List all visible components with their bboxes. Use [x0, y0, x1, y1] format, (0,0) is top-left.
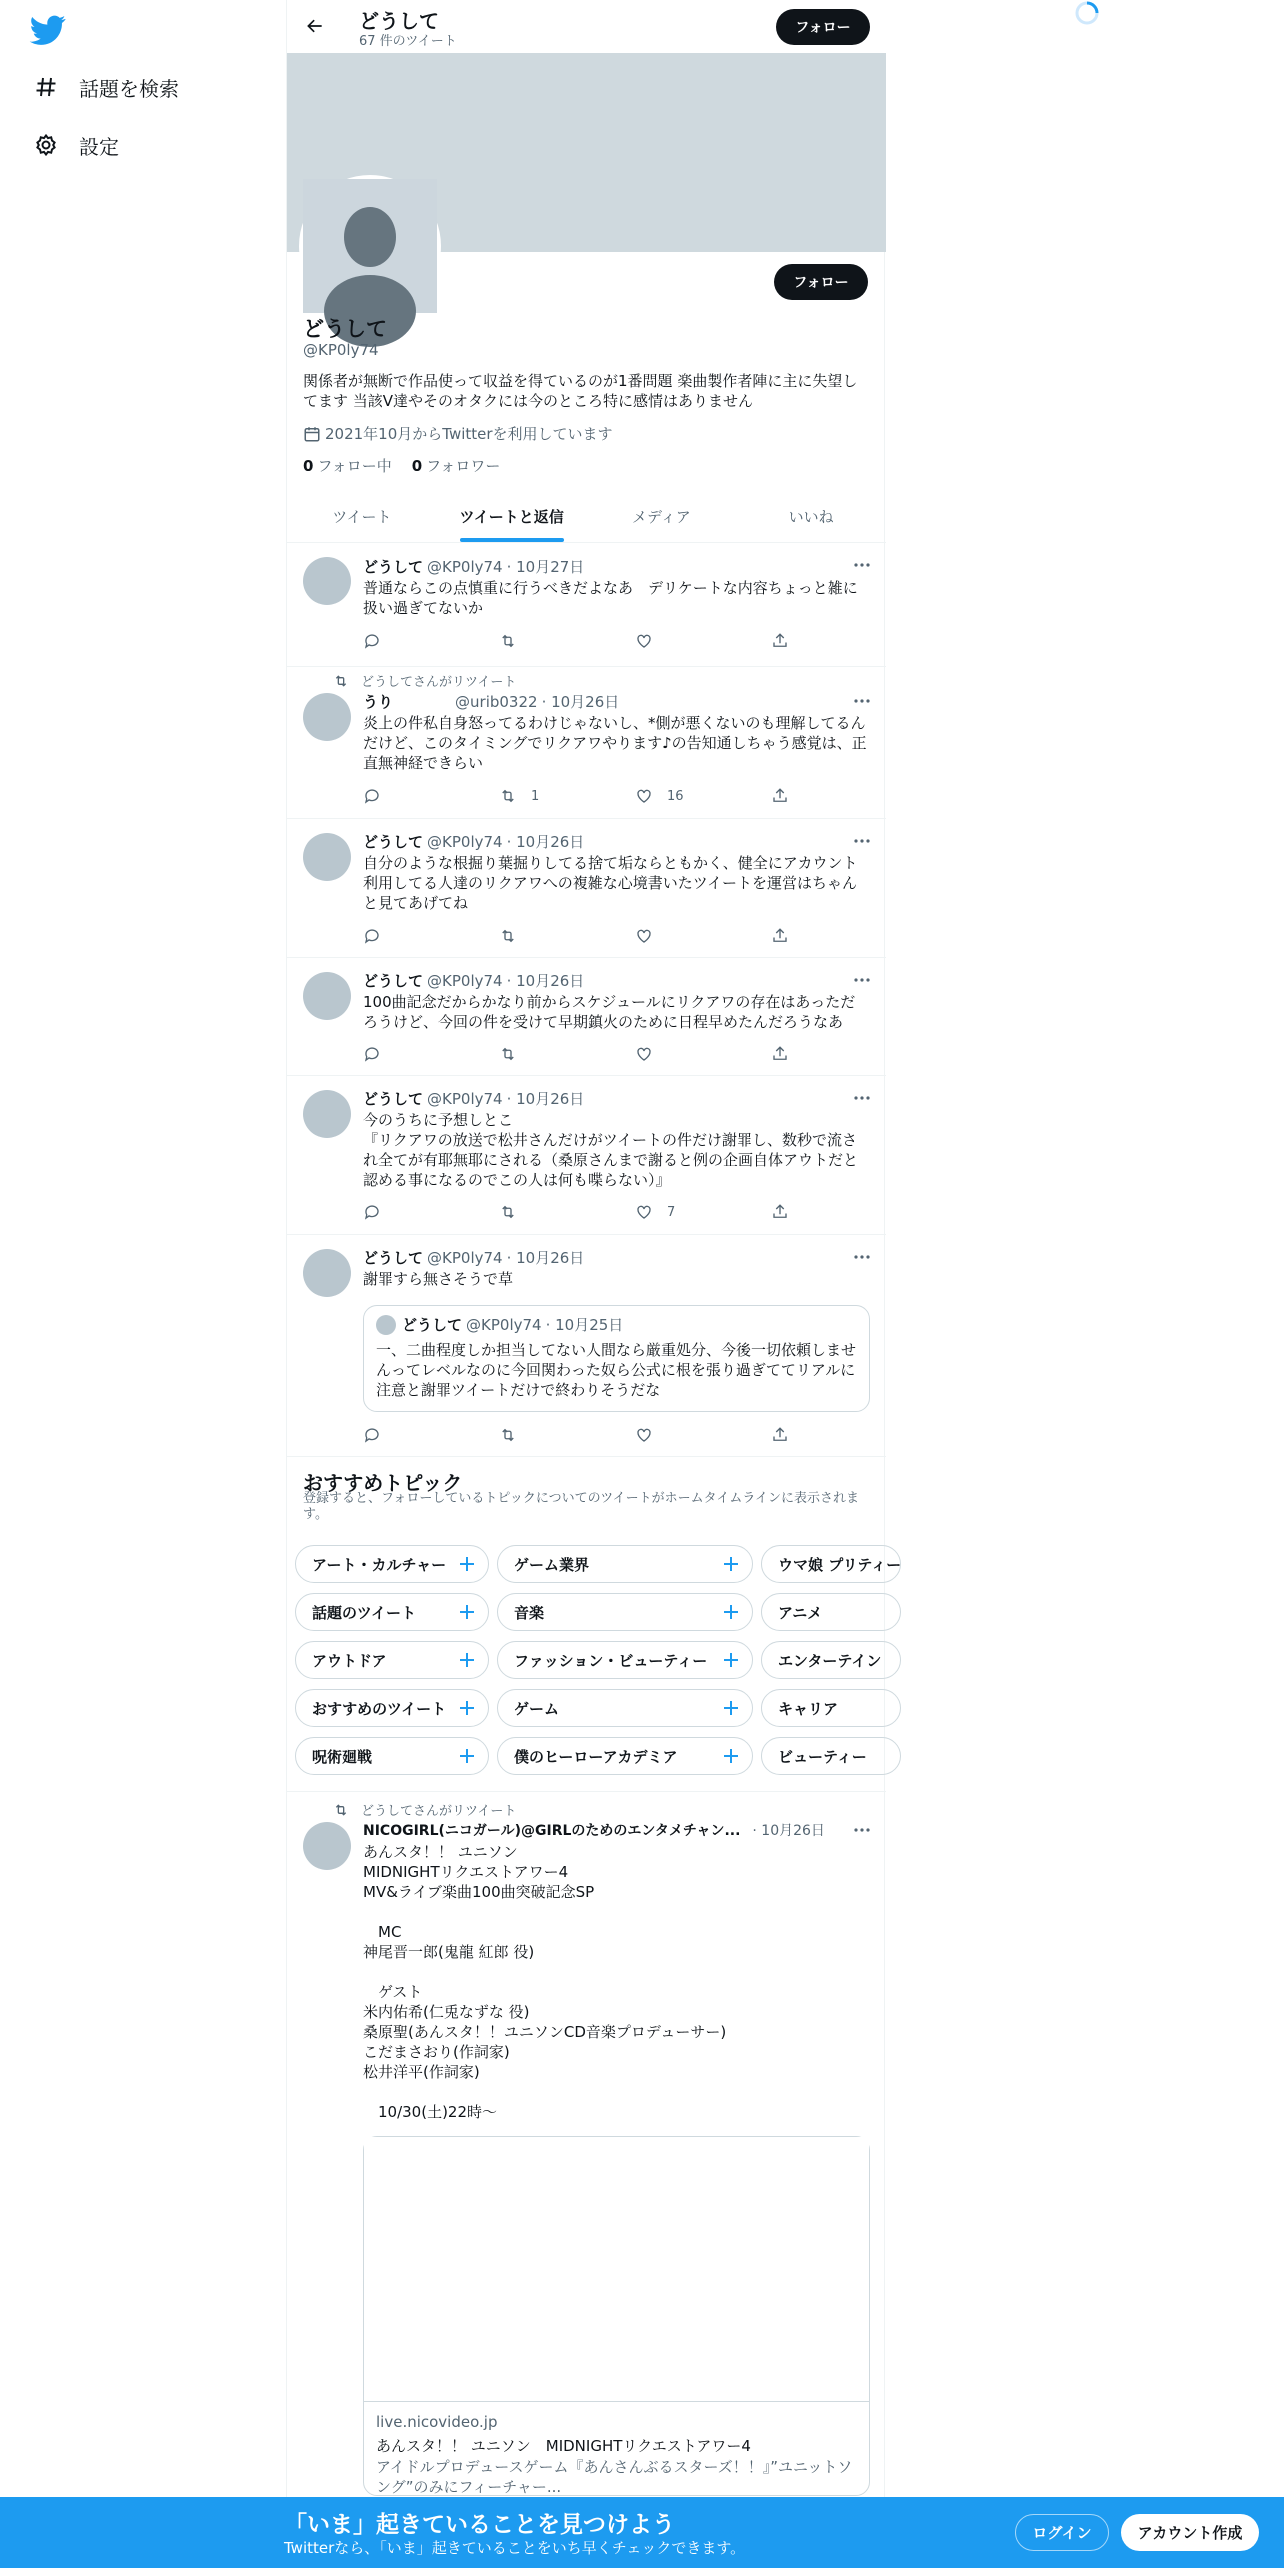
- more-icon[interactable]: [852, 1247, 872, 1267]
- retweet-icon: [499, 1203, 517, 1221]
- loading-spinner-icon: [1075, 1, 1099, 25]
- topic-chip-label: 僕のヒーローアカデミア: [514, 1747, 678, 1766]
- author-handle[interactable]: @KP0ly74: [427, 1089, 503, 1108]
- quoted-tweet-header: [376, 1314, 623, 1335]
- profile-tabs: [287, 490, 886, 543]
- tweet[interactable]: [287, 667, 886, 819]
- retweet-button[interactable]: [499, 1202, 559, 1222]
- topics-title: おすすめトピック: [303, 1471, 463, 1495]
- reply-button[interactable]: [363, 1044, 423, 1064]
- topic-chip-label: おすすめのツイート: [312, 1699, 447, 1718]
- tweet-date[interactable]: · 10月26日: [506, 1090, 585, 1108]
- author-handle[interactable]: @KP0ly74: [427, 557, 503, 576]
- like-button[interactable]: [635, 1202, 695, 1222]
- followers-count: 0: [411, 457, 423, 475]
- reply-button[interactable]: [363, 926, 423, 946]
- more-icon[interactable]: [852, 831, 872, 851]
- share-button[interactable]: [771, 631, 803, 651]
- tab-tweets[interactable]: ツイート: [332, 507, 392, 526]
- topic-chip[interactable]: [761, 1689, 901, 1727]
- primary-column: [286, 0, 902, 2568]
- nav-explore[interactable]: [33, 67, 179, 107]
- default-avatar-icon: [303, 179, 437, 313]
- topic-chip[interactable]: [295, 1641, 489, 1679]
- like-icon: [635, 787, 653, 805]
- like-count: 16: [667, 788, 684, 804]
- reply-button[interactable]: [363, 786, 423, 806]
- profile-handle: @KP0ly74: [303, 341, 379, 359]
- tweet[interactable]: [287, 958, 886, 1076]
- nav-settings[interactable]: [33, 125, 119, 165]
- topic-chip-label: アート・カルチャー: [312, 1555, 447, 1574]
- nav-explore-label: 話題を検索: [79, 76, 179, 101]
- like-icon: [635, 1045, 653, 1063]
- retweet-icon: [333, 673, 349, 689]
- tweet-header: [363, 1820, 834, 1840]
- topic-chip-label: キャリア: [778, 1699, 839, 1718]
- topic-chip-label: エンターテイン: [778, 1651, 882, 1670]
- topic-chip-label: ファッション・ビューティー: [514, 1651, 708, 1670]
- followers-link[interactable]: [412, 455, 501, 476]
- tweet-text: 謝罪すら無さそうで草: [363, 1270, 514, 1288]
- quoted-tweet-date: · 10月25日: [545, 1316, 624, 1334]
- plus-icon: [722, 1699, 740, 1717]
- share-button[interactable]: [771, 1425, 803, 1445]
- following-label: フォロー中: [317, 457, 392, 475]
- like-count: 7: [667, 1204, 676, 1220]
- tweet-text: 今のうちに予想しとこ 『リクアワの放送で松井さんだけがツイートの件だけ謝罪し、数秒で流され全てが有耶無耶にされる（桑原さんまで謝ると例の企画自体アウトだと認める事になるのでこの人は何も喋らない）』: [363, 1111, 859, 1189]
- topic-chip[interactable]: [295, 1545, 489, 1583]
- author-name[interactable]: どうして: [363, 1090, 424, 1108]
- like-icon: [635, 1203, 653, 1221]
- like-button[interactable]: [635, 1044, 695, 1064]
- card-domain: live.nicovideo.jp: [376, 2413, 498, 2431]
- retweet-button[interactable]: [499, 786, 559, 806]
- author-name[interactable]: NICOGIRL(ニコガール)@GIRLのためのエンタメチャン...: [363, 1823, 741, 1839]
- tweet-actions: [363, 1202, 803, 1222]
- retweet-indicator: [333, 1800, 516, 1819]
- tweet-date[interactable]: · 10月26日: [541, 693, 620, 711]
- profile-avatar[interactable]: [299, 175, 441, 317]
- more-icon[interactable]: [852, 1820, 872, 1840]
- hashtag-icon: [33, 74, 59, 100]
- share-button[interactable]: [771, 926, 803, 946]
- share-icon: [771, 1203, 789, 1221]
- reply-icon: [363, 1426, 381, 1444]
- plus-icon: [722, 1651, 740, 1669]
- twitter-logo-icon[interactable]: [30, 12, 66, 48]
- author-handle[interactable]: @KP0ly74: [427, 1248, 503, 1267]
- author-name[interactable]: どうして: [363, 972, 424, 990]
- like-icon: [635, 1426, 653, 1444]
- plus-icon: [458, 1699, 476, 1717]
- more-icon[interactable]: [852, 1088, 872, 1108]
- retweet-count: 1: [531, 788, 540, 804]
- author-name[interactable]: どうして: [363, 1249, 424, 1267]
- tweet-date[interactable]: · 10月26日: [752, 1823, 825, 1839]
- tab-media[interactable]: メディア: [631, 507, 691, 526]
- retweet-icon: [499, 1045, 517, 1063]
- tab-tweets-and-replies[interactable]: ツイートと返信: [437, 490, 587, 542]
- profile-header-bar: [287, 0, 886, 53]
- tweet-text: あんスタ！！ ユニソン MIDNIGHTリクエストアワー4 MV&ライブ楽曲100曲突破記念SP MC 神尾晋一郎(鬼龍 紅郎 役) ゲスト 米内佑希(仁兎なずな 役) 桑原聖(あんスタ！！ユニソンCD音楽プロデューサー) こだまさおり(作詞家) 松井洋平(作詞家) 10/30(土)22時～: [363, 1843, 727, 2121]
- share-icon: [771, 1426, 789, 1444]
- author-handle[interactable]: @urib0322: [455, 692, 538, 711]
- reply-icon: [363, 787, 381, 805]
- like-button[interactable]: [635, 1425, 695, 1445]
- tweet-actions: [363, 786, 803, 806]
- plus-icon: [458, 1747, 476, 1765]
- avatar[interactable]: [303, 693, 351, 741]
- share-icon: [771, 787, 789, 805]
- share-icon: [771, 1045, 789, 1063]
- card-media[interactable]: [364, 2137, 869, 2402]
- tweet-header: [363, 1247, 870, 1268]
- topic-chip[interactable]: [761, 1593, 901, 1631]
- tweet[interactable]: [287, 819, 886, 958]
- reply-button[interactable]: [363, 1425, 423, 1445]
- like-button[interactable]: [635, 926, 695, 946]
- tweet-date[interactable]: · 10月26日: [506, 972, 585, 990]
- topic-chip-label: 呪術廻戦: [312, 1747, 373, 1766]
- profile-bio: 関係者が無断で作品使って収益を得ているのが1番問題 楽曲製作者陣に主に失望してます 当該V達やそのオタクには今のところ特に感情はありません: [303, 372, 858, 410]
- topic-chip[interactable]: [497, 1545, 753, 1583]
- author-handle[interactable]: @KP0ly74: [427, 832, 503, 851]
- tweet-text: 100曲記念だからかなり前からスケジュールにリクアワの存在はあっただろうけど、今回の件を受けて早期鎮火のために日程早めたんだろうなあ: [363, 993, 856, 1031]
- tweet-actions: [363, 1044, 803, 1064]
- like-button[interactable]: [635, 631, 695, 651]
- like-icon: [635, 632, 653, 650]
- retweet-icon: [499, 1426, 517, 1444]
- login-button[interactable]: ログイン: [1015, 2514, 1109, 2551]
- retweet-icon: [499, 927, 517, 945]
- tweet-header: [363, 1088, 870, 1109]
- signup-prompt-title: 「いま」起きていることを見つけよう: [284, 2512, 675, 2538]
- gear-icon: [33, 132, 59, 158]
- profile-name: どうして: [303, 317, 387, 341]
- share-button[interactable]: [771, 1202, 803, 1222]
- author-handle[interactable]: @KP0ly74: [427, 971, 503, 990]
- retweet-label[interactable]: どうしてさんがリツイート: [361, 675, 517, 690]
- more-icon[interactable]: [852, 691, 872, 711]
- header-follow-button[interactable]: フォロー: [776, 9, 870, 45]
- profile-joined: [303, 423, 613, 444]
- tweet-actions: [363, 1425, 803, 1445]
- topic-chip-label: ビューティー: [778, 1747, 867, 1766]
- reply-icon: [363, 1045, 381, 1063]
- quoted-tweet-text: 一、二曲程度しか担当してない人間なら厳重処分、今後一切依頼しませんってレベルなのに今回関わった奴ら公式に根を張り過ぎててリアルに注意と謝罪ツイートだけで終わりそうだな: [376, 1341, 857, 1399]
- topic-chip[interactable]: [497, 1641, 753, 1679]
- tweet-header: [363, 831, 870, 852]
- tab-likes[interactable]: いいね: [788, 507, 834, 526]
- tweet[interactable]: [287, 1076, 886, 1235]
- author-name[interactable]: どうして: [363, 558, 424, 576]
- avatar[interactable]: [303, 833, 351, 881]
- retweet-icon: [499, 787, 517, 805]
- profile-follow-button[interactable]: フォロー: [774, 264, 868, 300]
- topic-chip[interactable]: [497, 1737, 753, 1775]
- header-tweet-count: 67 件のツイート: [359, 34, 457, 49]
- tweet-date[interactable]: · 10月26日: [506, 833, 585, 851]
- back-arrow-icon: [305, 16, 325, 36]
- avatar[interactable]: [303, 1090, 351, 1138]
- link-card[interactable]: [363, 2136, 870, 2496]
- tweet-text: 炎上の件私自身怒ってるわけじゃないし、*側が悪くないのも理解してるんだけど、このタイミングでリクアワやります♪の告知通しちゃう感覚は、正直無神経できらい: [363, 714, 867, 772]
- tweet-text: 自分のような根掘り葉掘りしてる捨て垢ならともかく、健全にアカウント利用してる人達のリクアワへの複雑な心境書いたツイートを運営はちゃんと見てあげてね: [363, 854, 858, 912]
- quoted-author-handle: @KP0ly74: [466, 1315, 542, 1334]
- topic-chip[interactable]: [295, 1689, 489, 1727]
- more-icon[interactable]: [852, 555, 872, 575]
- share-button[interactable]: [771, 786, 803, 806]
- plus-icon: [722, 1603, 740, 1621]
- plus-icon: [458, 1603, 476, 1621]
- tweet-header: [363, 970, 870, 991]
- topic-chip[interactable]: [761, 1545, 901, 1583]
- retweet-button[interactable]: [499, 1044, 559, 1064]
- followers-label: フォロワー: [426, 457, 501, 475]
- avatar[interactable]: [303, 557, 351, 605]
- plus-icon: [722, 1747, 740, 1765]
- topic-chip[interactable]: [295, 1593, 489, 1631]
- reply-icon: [363, 1203, 381, 1221]
- avatar[interactable]: [303, 972, 351, 1020]
- reply-button[interactable]: [363, 1202, 423, 1222]
- tweet-header: [363, 691, 870, 712]
- tweet-actions: [363, 926, 803, 946]
- share-icon: [771, 927, 789, 945]
- topic-chip[interactable]: [295, 1737, 489, 1775]
- topic-chip-label: 話題のツイート: [312, 1603, 416, 1622]
- tweet-date[interactable]: · 10月27日: [506, 558, 585, 576]
- retweet-icon: [333, 1802, 349, 1818]
- avatar[interactable]: [303, 1249, 351, 1297]
- tweet[interactable]: [287, 543, 886, 667]
- card-title: あんスタ！！ ユニソン MIDNIGHTリクエストアワー4: [376, 2437, 751, 2455]
- topic-chip[interactable]: [497, 1593, 753, 1631]
- tweet-date[interactable]: · 10月26日: [506, 1249, 585, 1267]
- back-button[interactable]: [301, 12, 329, 40]
- topic-chip-label: 音楽: [514, 1603, 545, 1622]
- author-name[interactable]: うり: [363, 693, 394, 711]
- share-icon: [771, 632, 789, 650]
- plus-icon: [722, 1555, 740, 1573]
- signup-button[interactable]: アカウント作成: [1121, 2514, 1259, 2551]
- retweet-button[interactable]: [499, 926, 559, 946]
- quoted-author-name: どうして: [402, 1316, 463, 1334]
- signup-prompt-subtitle: Twitterなら、「いま」起きていることをいち早くチェックできます。: [284, 2539, 746, 2557]
- tweet[interactable]: [287, 1235, 886, 1457]
- following-link[interactable]: [303, 455, 392, 476]
- reply-button[interactable]: [363, 631, 423, 651]
- reply-icon: [363, 632, 381, 650]
- topic-chip-label: ゲーム業界: [514, 1555, 590, 1574]
- topic-chip-label: アウトドア: [312, 1651, 387, 1670]
- calendar-icon: [303, 425, 321, 443]
- avatar[interactable]: [303, 1822, 351, 1870]
- plus-icon: [458, 1651, 476, 1669]
- topics-subtitle: 登録すると、フォローしているトピックについてのツイートがホームタイムラインに表示されます。: [303, 1491, 860, 1522]
- reply-icon: [363, 927, 381, 945]
- header-profile-name: どうして: [359, 9, 439, 33]
- following-count: 0: [303, 457, 314, 475]
- tweet-text: 普通ならこの点慎重に行うべきだよなあ デリケートな内容ちょっと雑に扱い過ぎてないか: [363, 579, 858, 617]
- quoted-tweet[interactable]: [363, 1305, 870, 1412]
- more-icon[interactable]: [852, 970, 872, 990]
- avatar: [376, 1315, 396, 1335]
- retweet-button[interactable]: [499, 1425, 559, 1445]
- retweet-icon: [499, 632, 517, 650]
- topic-chip-label: ゲーム: [514, 1699, 560, 1718]
- like-icon: [635, 927, 653, 945]
- retweet-indicator: [333, 671, 516, 690]
- tweet-header: [363, 556, 870, 577]
- topic-chip[interactable]: [497, 1689, 753, 1727]
- share-button[interactable]: [771, 1044, 803, 1064]
- signup-prompt-bar: [0, 2497, 1284, 2568]
- plus-icon: [458, 1555, 476, 1573]
- profile-stats: [303, 455, 520, 476]
- author-name[interactable]: どうして: [363, 833, 424, 851]
- like-button[interactable]: [635, 786, 695, 806]
- topic-chip-label: ウマ娘 プリティー: [778, 1555, 902, 1574]
- tweet-actions: [363, 631, 803, 651]
- topic-chip[interactable]: [761, 1737, 901, 1775]
- nav-settings-label: 設定: [79, 134, 119, 159]
- retweet-button[interactable]: [499, 631, 559, 651]
- profile-joined-text: 2021年10月からTwitterを利用しています: [325, 425, 613, 443]
- topic-chip-label: アニメ: [778, 1603, 823, 1622]
- retweet-label[interactable]: どうしてさんがリツイート: [361, 1804, 517, 1819]
- card-description: アイドルプロデュースゲーム『あんさんぶるスターズ！！』”ユニットソング”のみにフィーチャー...: [376, 2458, 853, 2496]
- topic-chip[interactable]: [761, 1641, 901, 1679]
- recommended-topics: [287, 1457, 902, 1792]
